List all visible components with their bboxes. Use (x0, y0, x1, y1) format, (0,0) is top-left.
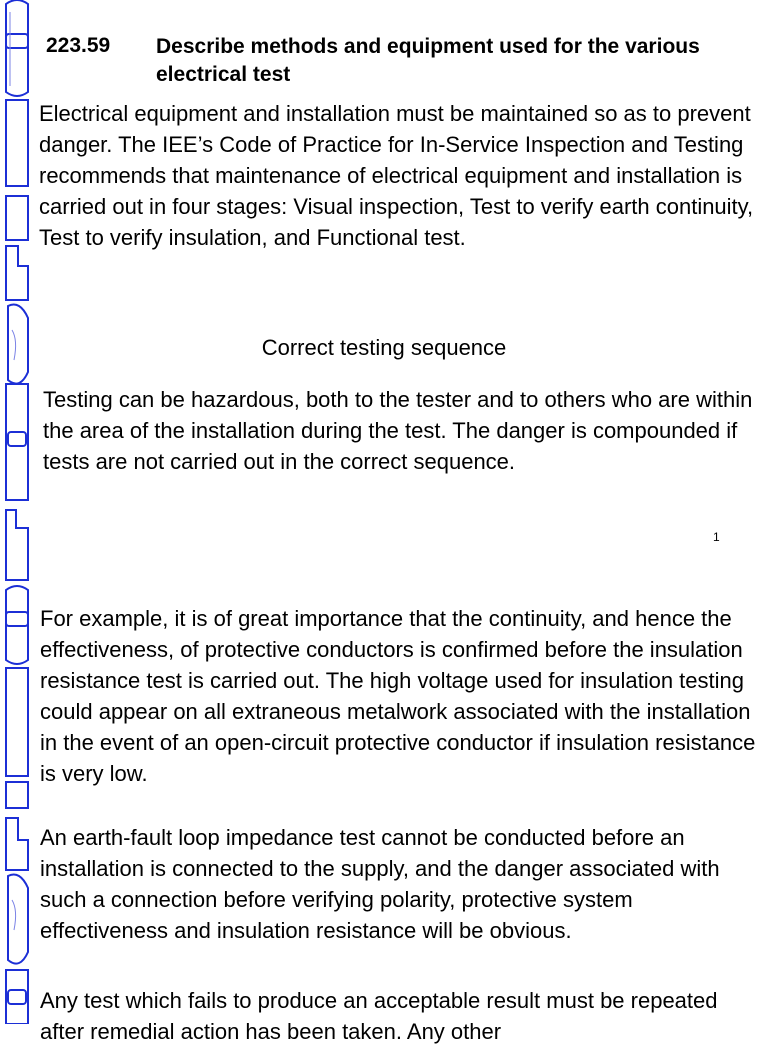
section-number: 223.59 (46, 34, 111, 57)
section-heading: Describe methods and equipment used for the various electrical test (156, 35, 700, 86)
intro-paragraph: Electrical equipment and installation must be maintained so as to prevent danger. The IEE’s Code of Practice for In-Service Inspection and Testing recommends that maintenance of electrical equipment and installation is carried out in four stages: Visual inspection, Test to verify earth continuity, Test to verify insulation, and Functional test. (39, 101, 754, 250)
decorative-sidebar-watermark (0, 0, 36, 1024)
earth-fault-paragraph: An earth-fault loop impedance test cannot be conducted before an installation is connected to the supply, and the danger associated with such a connection before verifying polarity, protective system effectiveness and insulation resistance will be obvious. (40, 825, 720, 943)
example-paragraph: For example, it is of great importance that the continuity, and hence the effectiveness, of protective conductors is confirmed before the insulation resistance test is carried out. The high voltage used for insulation testing could appear on all extraneous metalwork associated with the installation in the event of an open-circuit protective conductor if insulation resistance is very low. (40, 606, 756, 786)
failed-test-paragraph: Any test which fails to produce an acceptable result must be repeated after remedial action has been taken. Any other (40, 988, 718, 1044)
subsection-title: Correct testing sequence (261, 335, 507, 360)
sidebar-watermark-graphic (0, 0, 36, 1024)
hazard-paragraph: Testing can be hazardous, both to the tester and to others who are within the area of the installation during the test. The danger is compounded if tests are not carried out in the correct sequence. (43, 387, 753, 474)
page-number: 1 (713, 530, 720, 544)
